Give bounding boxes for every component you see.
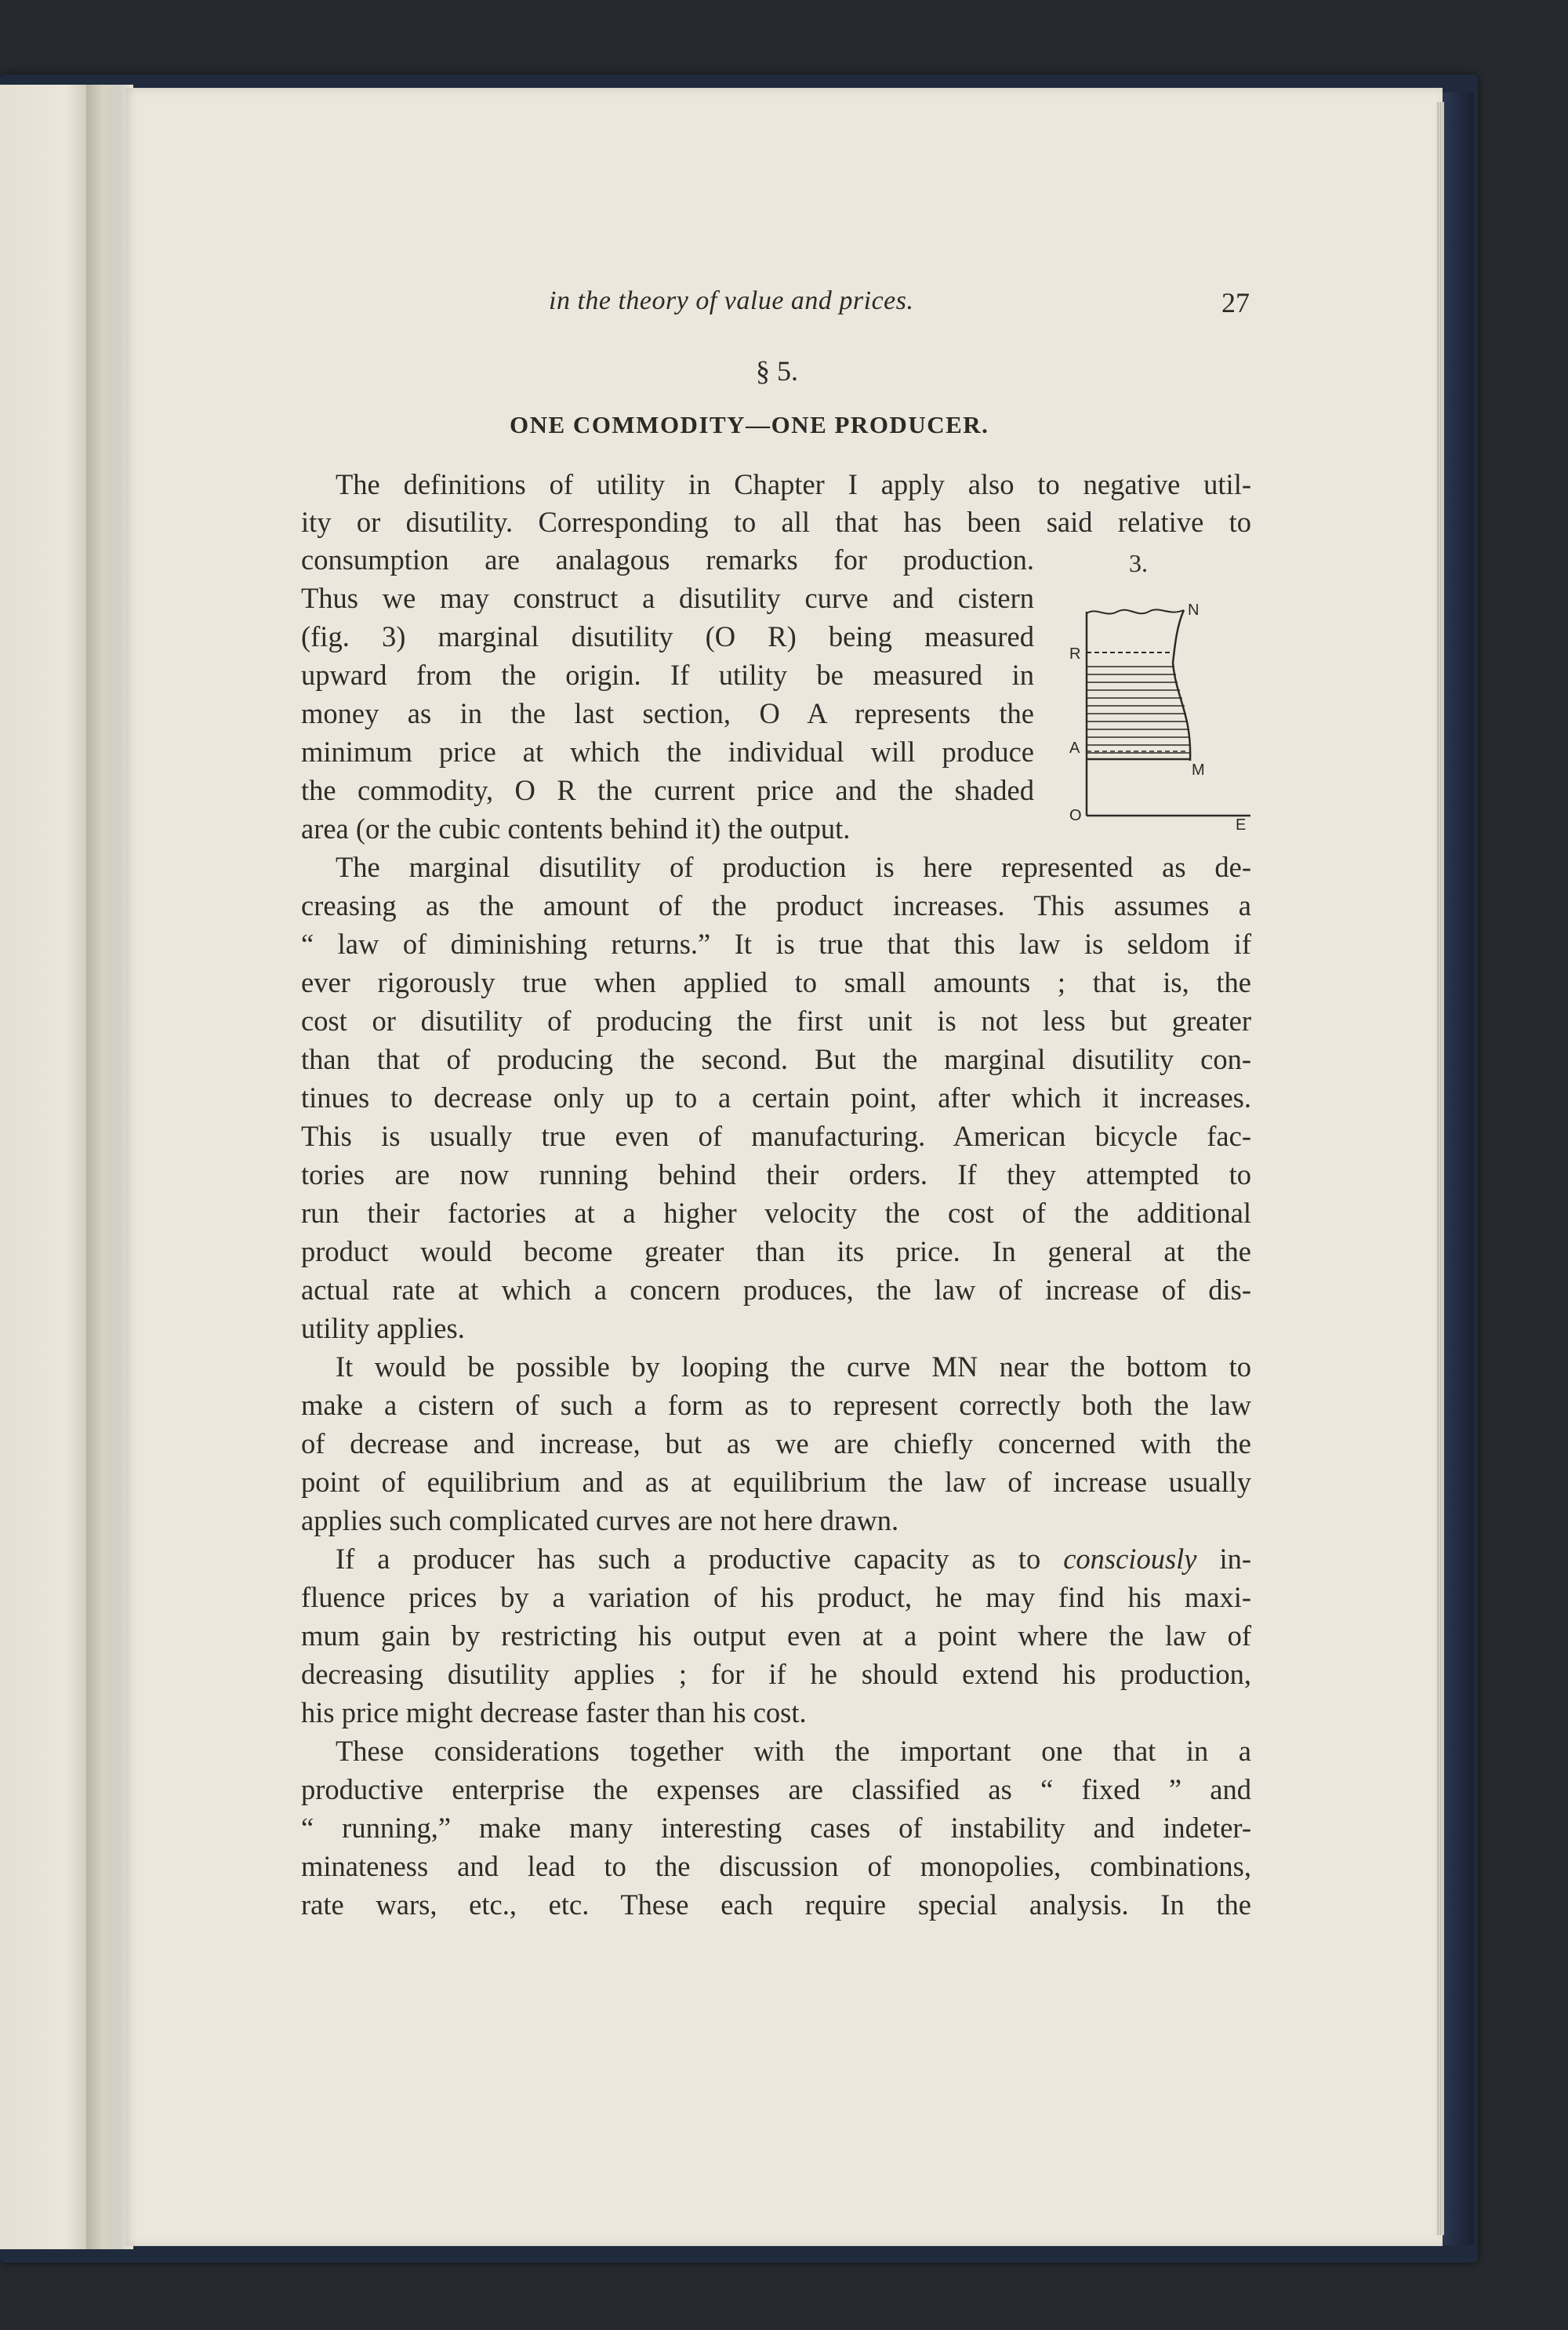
text-line: cost or disutility of producing the first unit is not less but greater xyxy=(301,1005,1251,1037)
page-stack-edge xyxy=(1436,102,1444,2235)
text-line: fluence prices by a variation of his product, he may find his maxi- xyxy=(301,1581,1251,1613)
text-line: his price might decrease faster than his cost. xyxy=(301,1696,807,1728)
text-span: in- xyxy=(1219,1543,1252,1575)
text-line: consumption are analagous remarks for production. xyxy=(301,543,1034,576)
section-title: ONE COMMODITY—ONE PRODUCER. xyxy=(510,411,989,438)
section-mark: § 5. xyxy=(756,355,798,387)
figure-label: 3. xyxy=(1129,549,1148,577)
text-line: It would be possible by looping the curve MN near the bottom to xyxy=(336,1350,1251,1383)
text-line: These considerations together with the important one that in a xyxy=(336,1735,1251,1767)
label-m: M xyxy=(1192,762,1205,779)
text-line: point of equilibrium and as at equilibrium the law of increase usually xyxy=(301,1466,1251,1498)
text-line: rate wars, etc., etc. These each require special analysis. In the xyxy=(301,1888,1251,1921)
text-line: decreasing disutility applies ; for if he should extend his production, xyxy=(301,1658,1251,1690)
italic-word: consciously xyxy=(1063,1543,1197,1575)
text-line: upward from the origin. If utility be measured in xyxy=(301,659,1034,691)
text-line: ity or disutility. Corresponding to all that has been said relative to xyxy=(301,506,1251,538)
cistern-diagram xyxy=(1058,596,1254,831)
text-line: ever rigorously true when applied to small amounts ; that is, the xyxy=(301,966,1251,998)
label-r: R xyxy=(1069,645,1081,663)
curve-mn xyxy=(1173,610,1190,761)
text-line: minateness and lead to the discussion of monopolies, combinations, xyxy=(301,1850,1251,1882)
text-line: make a cistern of such a form as to represent correctly both the law xyxy=(301,1389,1251,1421)
text-line: tories are now running behind their orders. If they attempted to xyxy=(301,1158,1251,1190)
text-line: “ law of diminishing returns.” It is true that this law is seldom if xyxy=(301,928,1251,960)
running-head: in the theory of value and prices. xyxy=(549,286,914,315)
label-o: O xyxy=(1069,807,1082,824)
text-line: tinues to decrease only up to a certain point, after which it increases. xyxy=(301,1081,1251,1114)
shaded-output-area xyxy=(1087,667,1190,759)
text-line: The marginal disutility of production is here represented as de- xyxy=(336,851,1251,883)
previous-page-edge xyxy=(0,85,94,2249)
text-line: run their factories at a higher velocity the cost of the additional xyxy=(301,1197,1251,1229)
text-line: mum gain by restricting his output even at a point where the law of xyxy=(301,1619,1251,1652)
text-line: area (or the cubic contents behind it) the output. xyxy=(301,812,851,845)
book-cover-edge xyxy=(1443,93,1474,2245)
text-line: the commodity, O R the current price and the shaded xyxy=(301,774,1034,806)
text-line: The definitions of utility in Chapter I apply also to negative util- xyxy=(336,468,1251,500)
cistern-top-edge xyxy=(1087,609,1184,613)
text-line: creasing as the amount of the product increases. This assumes a xyxy=(301,889,1251,921)
text-line: money as in the last section, O A represents the xyxy=(301,697,1034,729)
label-n: N xyxy=(1188,602,1200,619)
text-line: Thus we may construct a disutility curve and cistern xyxy=(301,582,1034,614)
text-line-with-italic xyxy=(301,1543,1251,1575)
text-line: “ running,” make many interesting cases of instability and indeter- xyxy=(301,1812,1251,1844)
text-line: utility applies. xyxy=(301,1312,465,1344)
text-span: If a producer has such a productive capacity as to xyxy=(336,1543,1041,1575)
text-line: of decrease and increase, but as we are chiefly concerned with the xyxy=(301,1427,1251,1459)
text-line: productive enterprise the expenses are classified as “ fixed ” and xyxy=(301,1773,1251,1805)
text-line: This is usually true even of manufacturing. American bicycle fac- xyxy=(301,1120,1251,1152)
page-number: 27 xyxy=(1221,287,1250,318)
text-line: applies such complicated curves are not here drawn. xyxy=(301,1504,899,1536)
text-line: than that of producing the second. But the marginal disutility con- xyxy=(301,1043,1251,1075)
label-e: E xyxy=(1236,816,1247,831)
text-line: product would become greater than its price. In general at the xyxy=(301,1235,1251,1267)
text-line: minimum price at which the individual will produce xyxy=(301,736,1034,768)
text-line: (fig. 3) marginal disutility (O R) being measured xyxy=(301,620,1034,652)
label-a: A xyxy=(1069,740,1080,757)
text-line: actual rate at which a concern produces, the law of increase of dis- xyxy=(301,1274,1251,1306)
